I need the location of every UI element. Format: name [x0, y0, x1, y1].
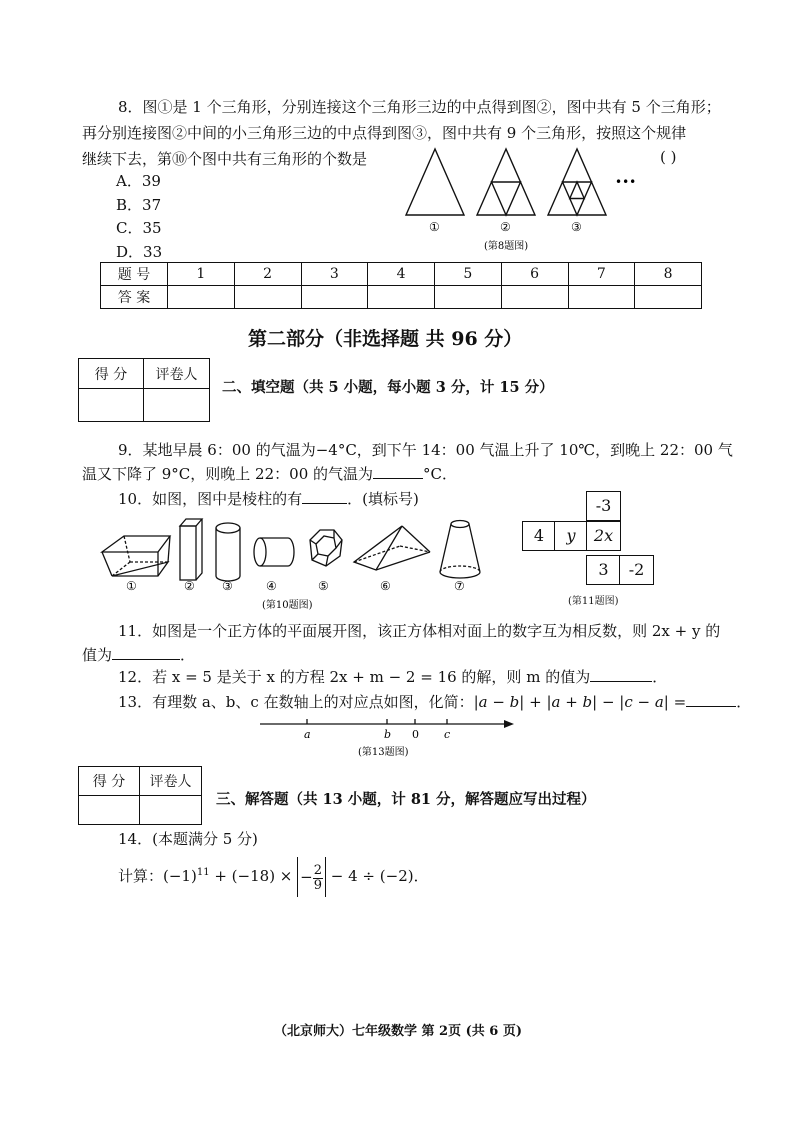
axis-label-zero: 0	[412, 728, 419, 741]
score-box-2	[78, 766, 202, 825]
q13-number-line	[258, 714, 520, 762]
part2-title: 第二部分（非选择题 共 96 分）	[248, 328, 523, 350]
q10-caption: (第10题图)	[262, 600, 313, 611]
q8-option-d: D．33	[116, 243, 163, 261]
q14-expression: 计算：$(-1)^{11} + (-18)$ × − $\frac{2}{9}$ − 4 ÷ (−2)．	[118, 853, 429, 897]
answer-table-col: 5	[435, 263, 502, 286]
solid-label-3: ③	[222, 579, 233, 593]
score-cell[interactable]	[79, 389, 144, 422]
grader-label: 评卷人	[144, 359, 210, 389]
q10-solids-figure	[100, 512, 500, 612]
net-cell: -2	[619, 555, 654, 585]
answer-cell[interactable]	[301, 286, 368, 309]
net-cell: 2x	[586, 521, 621, 551]
q11-caption: (第11题图)	[568, 596, 619, 607]
q11-blank[interactable]	[112, 659, 180, 660]
axis-label-b: b	[384, 728, 392, 741]
q13-text: 13．有理数 a、b、c 在数轴上的对应点如图，化简：|a − b| + |a + b| − |c − a| = ．	[118, 693, 752, 711]
answer-cell[interactable]	[368, 286, 435, 309]
score-box	[78, 358, 210, 422]
q8-line2: 再分别连接图②中间的小三角形三边的中点得到图③，图中共有 9 个三角形，按照这个规律	[82, 124, 687, 142]
solid-label-1: ①	[126, 579, 137, 593]
section2-title: 二、填空题（共 5 小题，每小题 3 分，计 15 分）	[222, 379, 554, 396]
score-label: 得 分	[79, 767, 140, 796]
q10-text: 10．如图，图中是棱柱的有 ．(填标号)	[118, 490, 419, 508]
answer-table-col: 6	[501, 263, 568, 286]
q9-line1: 9．某地早晨 6：00 的气温为−4°C，到下午 14：00 气温上升了 10℃，到晚上 22：00 气	[118, 441, 733, 459]
answer-table-header-number: 题 号	[101, 263, 168, 286]
grader-cell[interactable]	[140, 796, 202, 825]
page-footer: （北京师大）七年级数学 第 2页 (共 6 页)	[274, 1024, 523, 1039]
answer-table-col: 8	[635, 263, 702, 286]
q8-option-b: B．37	[116, 196, 162, 214]
solid-label-7: ⑦	[454, 579, 465, 593]
q10-blank[interactable]	[302, 503, 347, 504]
triangle-1	[406, 149, 464, 215]
q8-answer-paren: ( )	[660, 148, 677, 166]
answer-table-col: 4	[368, 263, 435, 286]
q14-header: 14．(本题满分 5 分)	[118, 830, 258, 848]
q8-line1: 8．图①是 1 个三角形，分别连接这个三角形三边的中点得到图②，图中共有 5 个三角形；	[118, 98, 721, 116]
q11-line1: 11．如图是一个正方体的平面展开图，该正方体相对面上的数字互为相反数，则 2x + y 的	[118, 622, 721, 640]
solid-3-cylinder	[216, 523, 240, 581]
fig-label-2: ②	[500, 220, 511, 234]
fig-label-1: ①	[429, 220, 440, 234]
answer-cell[interactable]	[635, 286, 702, 309]
answer-table-header-answer: 答 案	[101, 286, 168, 309]
solid-2-cuboid	[180, 519, 202, 580]
q12-text: 12．若 x = 5 是关于 x 的方程 2x + m − 2 = 16 的解，则 m 的值为 ．	[118, 668, 668, 686]
q8-caption: (第8题图)	[484, 241, 529, 252]
solid-7-frustum	[440, 521, 480, 579]
q8-option-c: C．35	[116, 219, 162, 237]
net-cell: 4	[522, 521, 556, 551]
section3-title: 三、解答题（共 13 小题，计 81 分，解答题应写出过程）	[216, 791, 596, 808]
net-cell: -3	[586, 491, 621, 521]
answer-table-col: 7	[568, 263, 635, 286]
q8-triangle-figure	[400, 145, 650, 260]
answer-cell[interactable]	[501, 286, 568, 309]
answer-cell[interactable]	[568, 286, 635, 309]
axis-label-a: a	[304, 728, 311, 741]
solid-4-cylinder	[254, 538, 294, 566]
answer-table-col: 2	[234, 263, 301, 286]
q13-caption: (第13题图)	[358, 747, 409, 758]
fig-label-3: ③	[571, 220, 582, 234]
solid-label-2: ②	[184, 579, 195, 593]
score-label: 得 分	[79, 359, 144, 389]
solid-label-5: ⑤	[318, 579, 329, 593]
answer-cell[interactable]	[435, 286, 502, 309]
q8-option-a: A．39	[116, 172, 161, 190]
net-cell: 3	[586, 555, 621, 585]
q8-dots: •••	[615, 175, 637, 189]
q9-blank[interactable]	[373, 478, 423, 479]
solid-5-hex-prism	[310, 530, 342, 566]
net-cell: y	[554, 521, 588, 551]
q13-blank[interactable]	[686, 706, 736, 707]
q9-line2: 温又下降了 9°C，则晚上 22：00 的气温为 °C．	[82, 465, 457, 483]
grader-cell[interactable]	[144, 389, 210, 422]
q8-line3: 继续下去，第⑩个图中共有三角形的个数是	[82, 150, 368, 168]
answer-table	[100, 262, 702, 309]
q13-expression: |a − b| + |a + b| − |c − a| =	[473, 693, 687, 711]
solid-1-prism	[102, 536, 170, 576]
q11-line2: 值为 ．	[82, 646, 196, 664]
grader-label: 评卷人	[140, 767, 202, 796]
score-cell[interactable]	[79, 796, 140, 825]
axis-label-c: c	[444, 728, 451, 741]
answer-cell[interactable]	[168, 286, 235, 309]
q12-blank[interactable]	[590, 681, 652, 682]
answer-cell[interactable]	[234, 286, 301, 309]
solid-6-tri-prism	[354, 526, 430, 570]
solid-label-6: ⑥	[380, 579, 391, 593]
solid-label-4: ④	[266, 579, 277, 593]
answer-table-col: 3	[301, 263, 368, 286]
answer-table-col: 1	[168, 263, 235, 286]
